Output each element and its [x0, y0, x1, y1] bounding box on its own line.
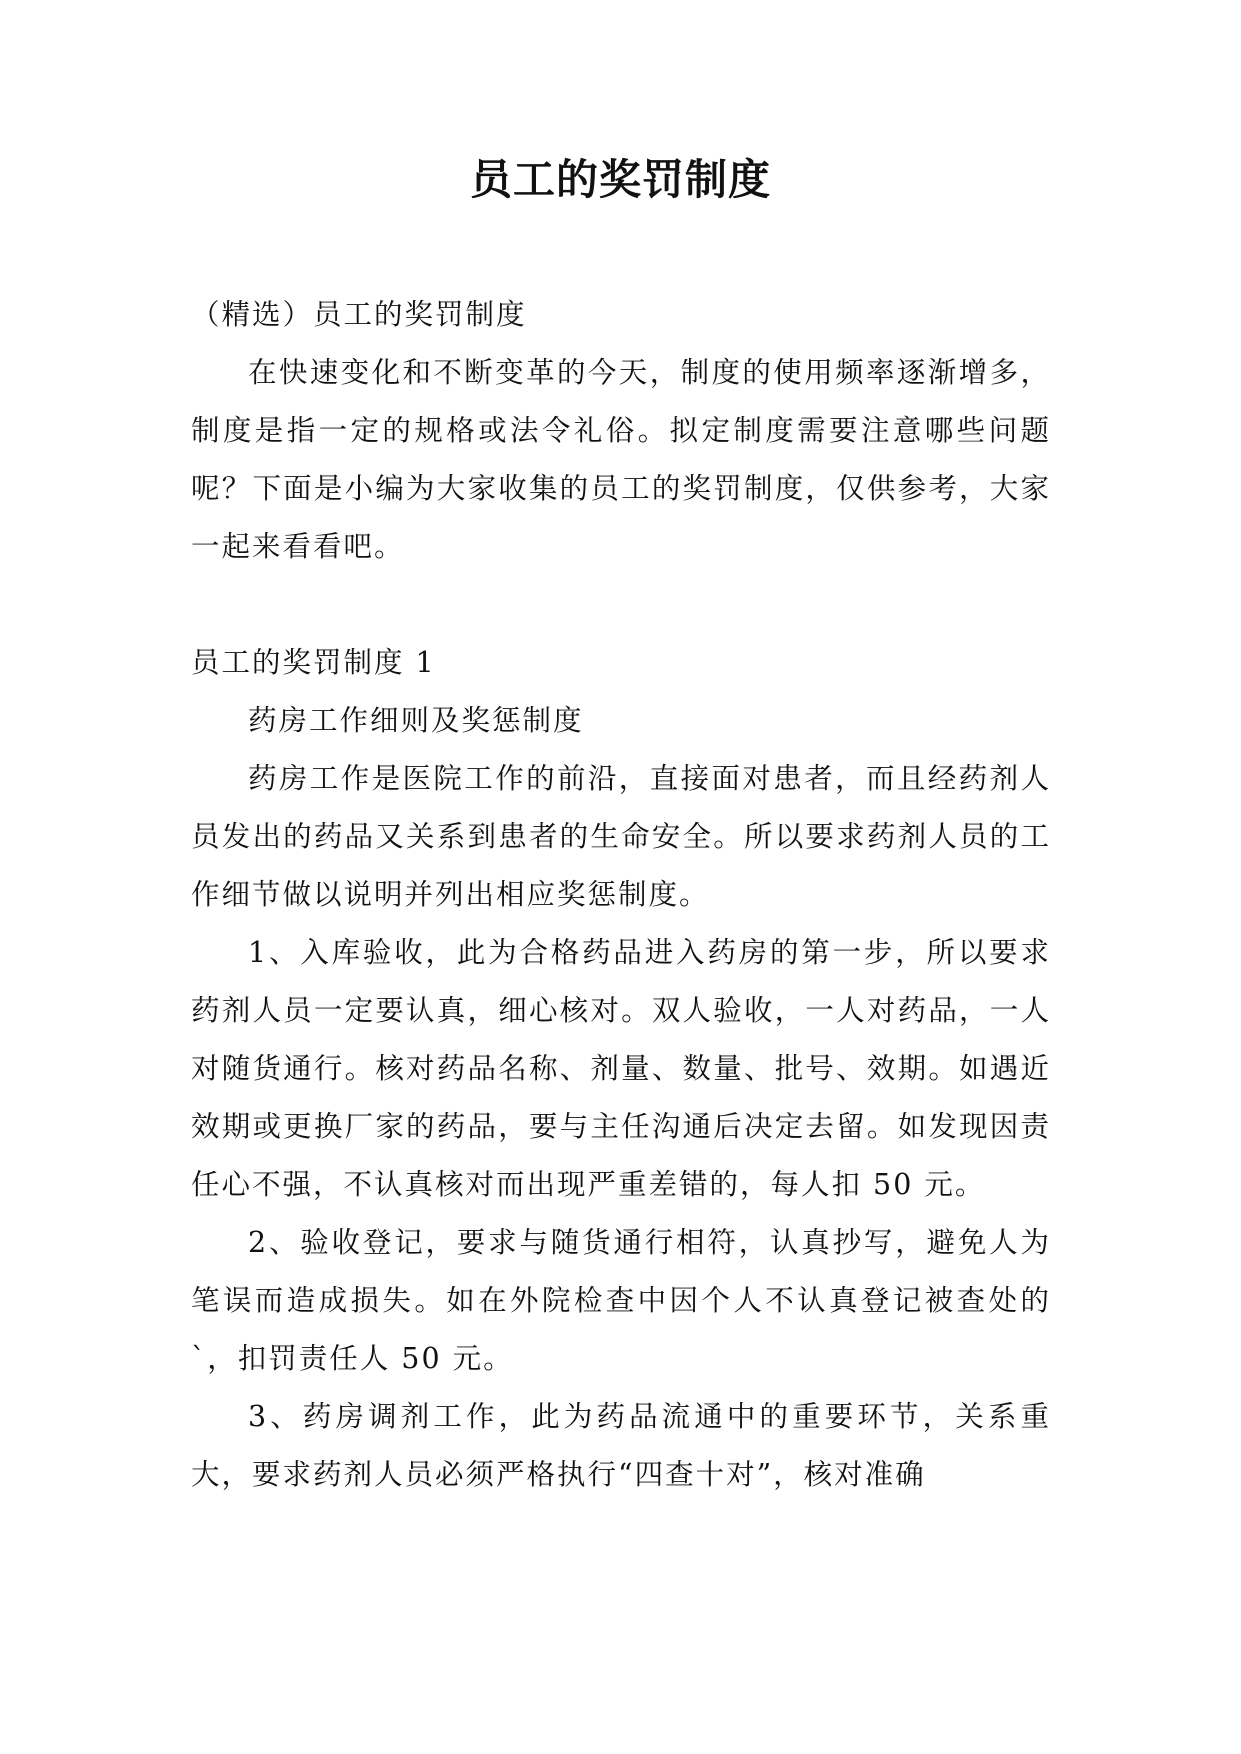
section-heading: 员工的奖罚制度 1 [191, 646, 436, 679]
body-paragraph: 1、入库验收，此为合格药品进入药房的第一步，所以要求药剂人员一定要认真，细心核对。双人验收，一人对药品，一人对随货通行。核对药品名称、剂量、数量、批号、效期。如遇近效期或更换厂家的药品，要与主任沟通后决定去留。如发现因责任心不强，不认真核对而出现严重差错的，每人扣 50 元。 [191, 936, 1051, 1201]
document-title: 员工的奖罚制度 [469, 155, 771, 204]
body-paragraph: 药房工作是医院工作的前沿，直接面对患者，而且经药剂人员发出的药品又关系到患者的生命安全。所以要求药剂人员的工作细节做以说明并列出相应奖惩制度。 [191, 762, 1051, 911]
document-body [191, 286, 1051, 1504]
intro-paragraph: 在快速变化和不断变革的今天，制度的使用频率逐渐增多，制度是指一定的规格或法令礼俗。拟定制度需要注意哪些问题呢？下面是小编为大家收集的员工的奖罚制度，仅供参考，大家一起来看看吧。 [191, 356, 1051, 563]
document-subtitle: （精选）员工的奖罚制度 [191, 298, 527, 331]
body-paragraph: 3、药房调剂工作，此为药品流通中的重要环节，关系重大，要求药剂人员必须严格执行“四查十对”，核对准确 [191, 1400, 1051, 1491]
body-paragraph: 2、验收登记，要求与随货通行相符，认真抄写，避免人为笔误而造成损失。如在外院检查中因个人不认真登记被查处的`，扣罚责任人 50 元。 [191, 1226, 1051, 1375]
section-subheading: 药房工作细则及奖惩制度 [248, 704, 584, 737]
